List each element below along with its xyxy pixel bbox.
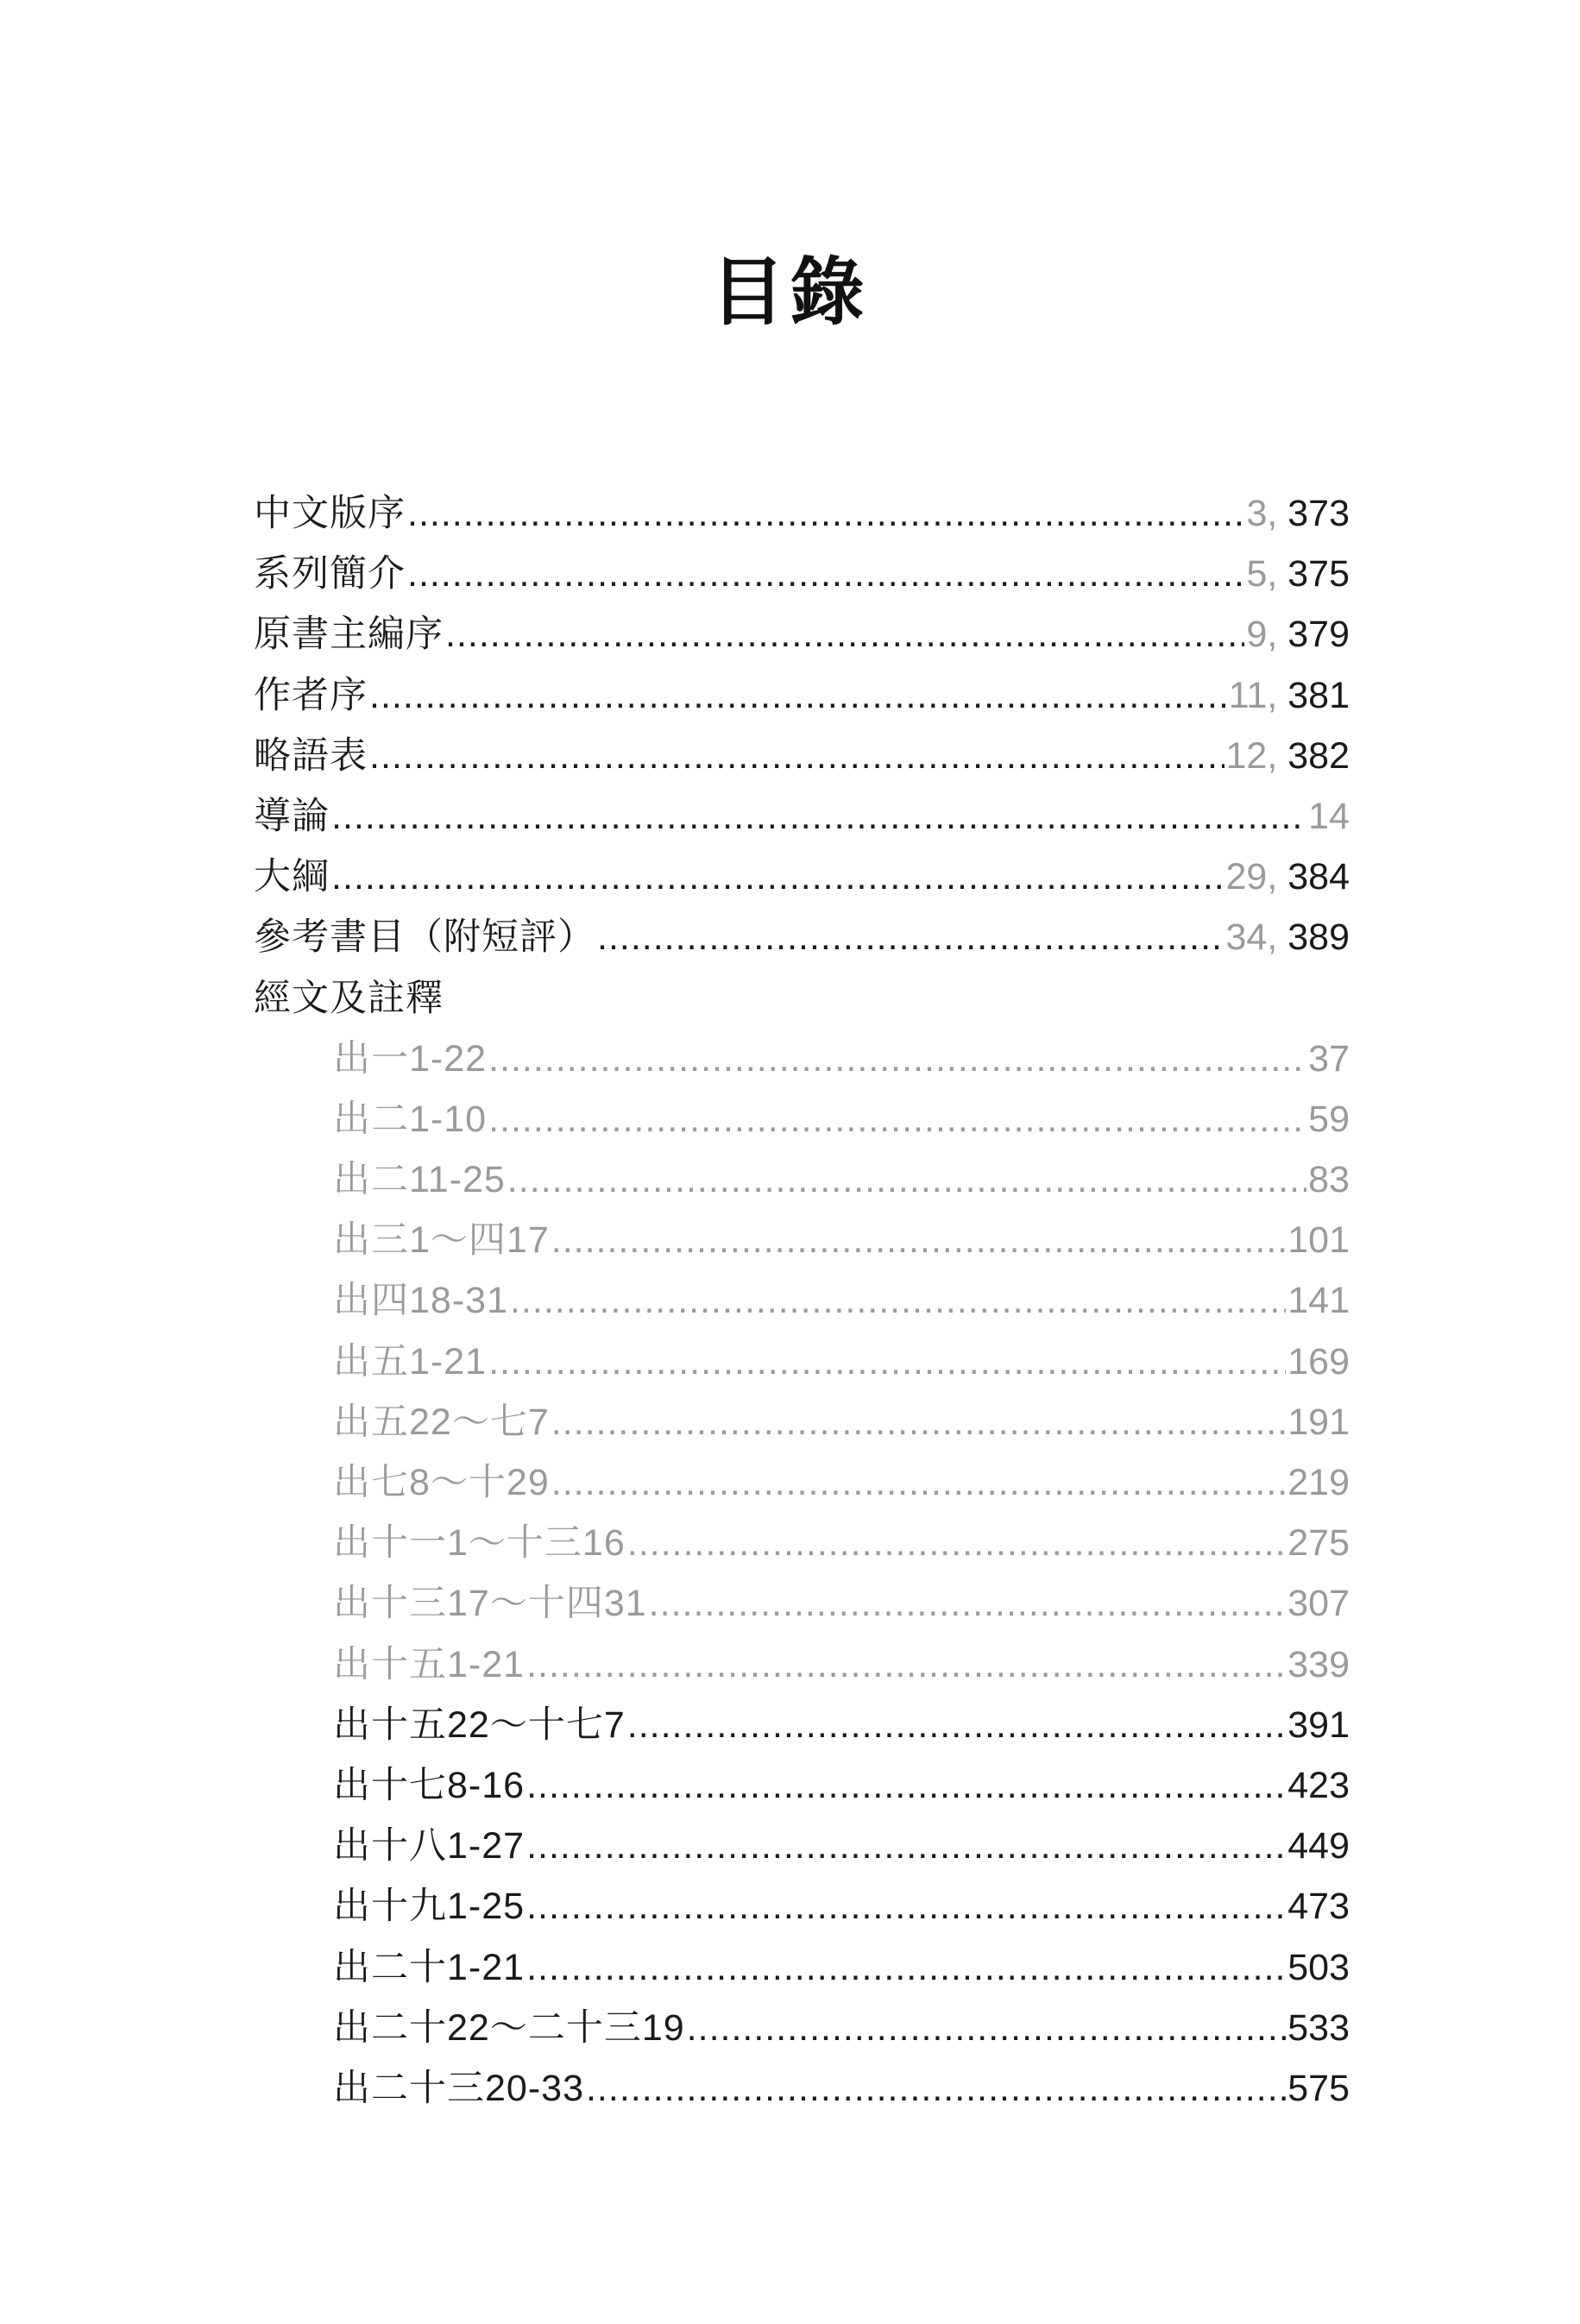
table-of-contents (254, 483, 1350, 2119)
toc-entry-label: 略語表 (254, 734, 368, 777)
toc-entry-label: 出十三17～十四31 (333, 1583, 647, 1625)
toc-entry-label: 中文版序 (254, 493, 406, 534)
toc-entry-label: 作者序 (254, 674, 368, 716)
toc-entry-label: 導論 (254, 795, 330, 837)
toc-entry-label: 出二十三20-33 (333, 2067, 584, 2109)
page-number-dark: 373 (1287, 493, 1350, 534)
toc-entry-label: 出十七8-16 (333, 1764, 526, 1806)
toc-entry-pages (1246, 604, 1350, 664)
toc-entry-label: 經文及註釋 (254, 977, 444, 1019)
toc-entry-pages (1226, 907, 1350, 967)
toc-entry (254, 1089, 1350, 1149)
dot-leader (507, 1149, 1306, 1210)
dot-leader (510, 1270, 1286, 1331)
toc-entry (254, 1695, 1350, 1755)
dot-leader (445, 604, 1244, 664)
toc-entry-pages (1287, 1452, 1350, 1513)
toc-entry (254, 1816, 1350, 1876)
dot-leader (586, 2058, 1286, 2119)
page-number-gray: 219 (1287, 1462, 1350, 1503)
toc-entry-pages (1308, 1149, 1350, 1210)
page-number-dark: 503 (1287, 1946, 1350, 1988)
dot-leader (597, 907, 1224, 967)
dot-leader (526, 1937, 1286, 1998)
page-title: 目錄 (710, 251, 870, 334)
toc-entry-label: 出十八1-27 (333, 1825, 526, 1867)
toc-entry-pages (1287, 1998, 1350, 2058)
page-number-dark: 382 (1287, 734, 1350, 777)
toc-entry-pages (1226, 726, 1350, 786)
toc-entry (254, 1634, 1350, 1695)
dot-leader (526, 1816, 1286, 1876)
dot-leader (551, 1210, 1287, 1270)
page-number-gray: 59 (1308, 1098, 1350, 1140)
page-number-gray: 34, (1225, 916, 1288, 959)
dot-leader (488, 1029, 1306, 1089)
toc-entry (254, 1755, 1350, 1816)
page-number-gray: 191 (1287, 1401, 1350, 1443)
page-number-dark: 533 (1287, 2006, 1350, 2049)
dot-leader (687, 1998, 1287, 2058)
page-number-gray: 275 (1287, 1522, 1350, 1565)
toc-entry-pages (1287, 1755, 1350, 1816)
toc-entry-pages (1287, 1573, 1350, 1634)
toc-entry-label: 出五22～七7 (333, 1401, 550, 1443)
toc-entry-pages (1308, 786, 1350, 847)
toc-entry-pages (1287, 1816, 1350, 1876)
page-number-dark: 449 (1287, 1825, 1350, 1867)
toc-entry (254, 1332, 1350, 1392)
dot-leader (407, 544, 1244, 604)
toc-entry-pages (1287, 1937, 1350, 1998)
page-number-dark: 391 (1287, 1704, 1350, 1746)
page-number-dark: 389 (1287, 916, 1350, 959)
toc-entry (254, 1452, 1350, 1513)
page-number-gray: 169 (1287, 1340, 1350, 1382)
toc-entry (254, 1149, 1350, 1210)
toc-entry (254, 1573, 1350, 1634)
toc-entry (254, 1270, 1350, 1331)
toc-entry (254, 604, 1350, 664)
page-number-dark: 473 (1287, 1886, 1350, 1928)
page-number-gray: 9, (1246, 614, 1288, 656)
dot-leader (369, 726, 1224, 786)
toc-entry-pages (1287, 1392, 1350, 1452)
toc-entry (254, 1998, 1350, 2058)
toc-entry-label: 出三1～四17 (333, 1219, 550, 1262)
toc-entry (254, 786, 1350, 847)
page-number-gray: 141 (1287, 1280, 1350, 1322)
toc-entry-pages (1229, 665, 1350, 726)
page-number-dark: 381 (1287, 674, 1350, 716)
toc-entry-label: 出十五22～十七7 (333, 1704, 626, 1746)
toc-entry-label: 出五1-21 (333, 1340, 488, 1382)
toc-entry-label: 出一1-22 (333, 1037, 488, 1080)
toc-entry-label: 系列簡介 (254, 553, 406, 595)
toc-entry (254, 2058, 1350, 2119)
toc-entry-pages (1287, 1513, 1350, 1573)
toc-entry (254, 1513, 1350, 1573)
page-number-gray: 14 (1308, 795, 1350, 837)
toc-entry (254, 726, 1350, 786)
toc-entry (254, 1392, 1350, 1452)
dot-leader (627, 1513, 1287, 1573)
page-number-gray: 101 (1287, 1219, 1350, 1262)
toc-entry-label: 出四18-31 (333, 1280, 508, 1322)
dot-leader (551, 1392, 1287, 1452)
page-number-gray: 5, (1246, 553, 1288, 595)
page-number-dark: 423 (1287, 1764, 1350, 1806)
page-number-gray: 29, (1225, 856, 1288, 898)
toc-entry (254, 968, 1350, 1029)
toc-entry-label: 參考書目（附短評） (254, 916, 595, 959)
toc-entry-label: 大綱 (254, 856, 330, 898)
page-number-gray: 339 (1287, 1643, 1350, 1685)
toc-entry (254, 1210, 1350, 1270)
toc-entry-pages (1246, 544, 1350, 604)
toc-entry-pages (1287, 1876, 1350, 1937)
toc-entry-label: 出二十1-21 (333, 1946, 526, 1988)
toc-entry-pages (1308, 1089, 1350, 1149)
toc-entry-pages (1226, 847, 1350, 907)
page-number-dark: 575 (1287, 2067, 1350, 2109)
toc-entry-pages (1287, 1695, 1350, 1755)
toc-entry (254, 483, 1350, 544)
toc-entry-label: 出十五1-21 (333, 1643, 526, 1685)
page-number-gray: 37 (1308, 1037, 1350, 1080)
toc-entry (254, 847, 1350, 907)
page-number-gray: 307 (1287, 1583, 1350, 1625)
dot-leader (488, 1332, 1286, 1392)
dot-leader (551, 1452, 1287, 1513)
toc-entry-pages (1287, 1270, 1350, 1331)
toc-entry-pages (1287, 1332, 1350, 1392)
dot-leader (526, 1755, 1286, 1816)
toc-entry-label: 出十九1-25 (333, 1886, 526, 1928)
toc-entry (254, 1876, 1350, 1937)
dot-leader (627, 1695, 1287, 1755)
dot-leader (649, 1573, 1287, 1634)
toc-entry (254, 544, 1350, 604)
toc-entry (254, 907, 1350, 967)
toc-entry (254, 1937, 1350, 1998)
page-number-dark: 379 (1287, 614, 1350, 656)
dot-leader (331, 786, 1306, 847)
toc-entry-pages (1246, 483, 1350, 544)
toc-entry (254, 1029, 1350, 1089)
dot-leader (369, 665, 1227, 726)
toc-entry-label: 出七8～十29 (333, 1462, 550, 1503)
toc-entry (254, 665, 1350, 726)
toc-entry-label: 出二1-10 (333, 1098, 488, 1140)
toc-entry-label: 出二11-25 (333, 1159, 506, 1201)
page-number-gray: 3, (1246, 493, 1288, 534)
dot-leader (526, 1634, 1286, 1695)
dot-leader (331, 847, 1224, 907)
dot-leader (407, 483, 1244, 544)
page-number-dark: 375 (1287, 553, 1350, 595)
dot-leader (526, 1876, 1286, 1937)
toc-entry-label: 出二十22～二十三19 (333, 2006, 685, 2049)
page-number-gray: 11, (1228, 674, 1288, 716)
page-number-dark: 384 (1287, 856, 1350, 898)
toc-entry-pages (1287, 2058, 1350, 2119)
toc-entry-pages (1287, 1210, 1350, 1270)
toc-entry-pages (1287, 1634, 1350, 1695)
page-number-gray: 83 (1308, 1159, 1350, 1201)
toc-entry-label: 出十一1～十三16 (333, 1522, 626, 1565)
toc-entry-pages (1308, 1029, 1350, 1089)
page-number-gray: 12, (1225, 734, 1288, 777)
dot-leader (488, 1089, 1306, 1149)
toc-entry-label: 原書主編序 (254, 614, 444, 656)
